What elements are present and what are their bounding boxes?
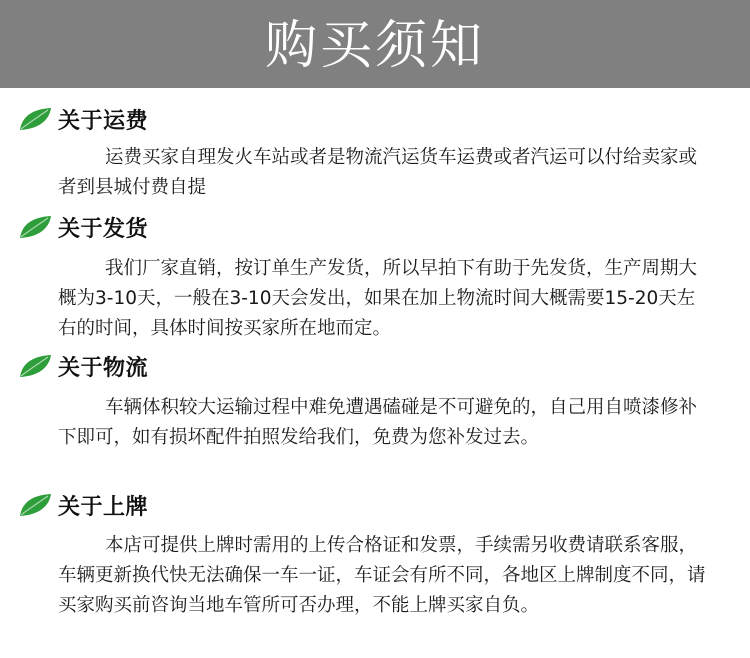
section-heading-shipping-fee	[18, 104, 148, 134]
leaf-icon	[18, 493, 52, 517]
section-body-delivery: 我们厂家直销，按订单生产发货，所以早拍下有助于先发货，生产周期大概为3-10天，一般在3-10天会发出，如果在加上物流时间大概需要15-20天左右的时间，具体时间按买家所在地而定。	[58, 258, 698, 339]
leaf-icon	[18, 215, 52, 239]
section-body-shipping-fee: 运费买家自理发火车站或者是物流汽运货车运费或者汽运可以付给卖家或者到县城付费自提	[58, 147, 698, 198]
page-title: 购买须知	[264, 16, 485, 76]
leaf-icon	[18, 354, 52, 378]
page-header	[0, 0, 750, 88]
section-heading-text: 关于发货	[58, 216, 149, 242]
section-heading-text: 关于上牌	[58, 494, 149, 520]
section-heading-logistics	[18, 351, 148, 381]
section-body-registration: 本店可提供上牌时需用的上传合格证和发票，手续需另收费请联系客服，车辆更新换代快无法确保一车一证，车证会有所不同，各地区上牌制度不同，请买家购买前咨询当地车管所可否办理，不能上牌买家自负。	[58, 535, 706, 616]
section-heading-text: 关于运费	[58, 108, 149, 134]
section-body-logistics: 车辆体积较大运输过程中难免遭遇磕碰是不可避免的，自己用自喷漆修补下即可，如有损坏配件拍照发给我们，免费为您补发过去。	[58, 397, 698, 448]
leaf-icon	[18, 107, 52, 131]
section-heading-text: 关于物流	[58, 355, 149, 381]
section-heading-registration	[18, 490, 148, 520]
section-heading-delivery	[18, 212, 148, 242]
